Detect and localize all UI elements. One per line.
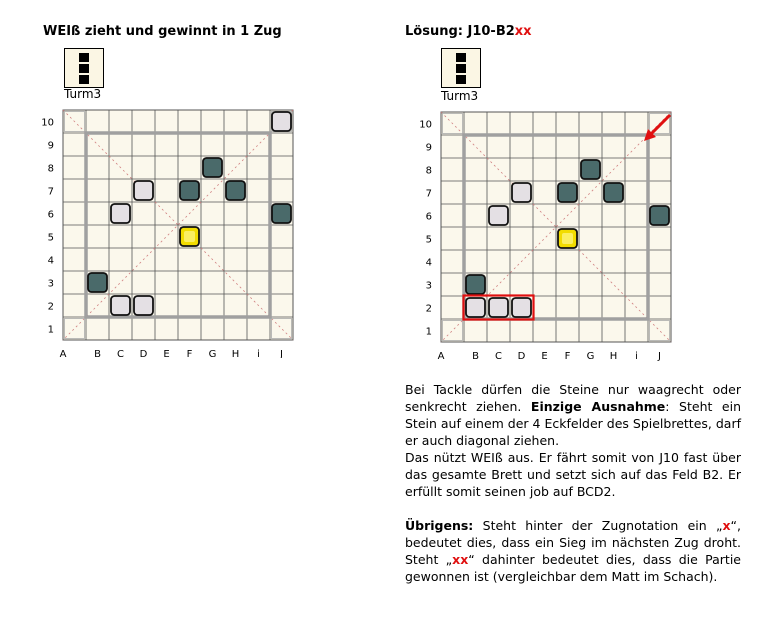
column-label: G <box>208 349 217 358</box>
column-label: D <box>139 349 148 358</box>
white-piece <box>134 296 153 315</box>
row-label: 8 <box>47 163 54 175</box>
black-piece <box>650 206 669 225</box>
row-label: 4 <box>47 255 54 267</box>
white-piece <box>489 298 508 317</box>
win-marker: xx <box>514 24 532 39</box>
column-label: B <box>472 351 479 362</box>
row-label: 10 <box>419 119 432 131</box>
pattern-label: Turm3 <box>441 89 479 103</box>
column-label: J <box>280 349 283 358</box>
black-piece <box>604 183 623 202</box>
column-label: H <box>609 351 618 362</box>
tower-pattern-icon <box>64 48 104 88</box>
row-label: 7 <box>425 188 432 200</box>
column-label: C <box>495 351 502 362</box>
white-piece <box>111 296 130 315</box>
white-piece <box>466 298 485 317</box>
row-label: 9 <box>47 140 54 152</box>
column-label: F <box>186 349 193 358</box>
problem-board <box>40 108 300 358</box>
column-label: E <box>541 351 548 362</box>
white-piece <box>512 183 531 202</box>
column-label: H <box>231 349 240 358</box>
black-piece <box>226 181 245 200</box>
row-label: 6 <box>47 209 54 221</box>
solution-move: Lösung: J10-B2 <box>405 24 515 39</box>
row-label: 3 <box>47 278 54 290</box>
row-label: 4 <box>425 257 432 269</box>
black-piece <box>466 275 485 294</box>
column-label: B <box>94 349 101 358</box>
column-label: C <box>117 349 124 358</box>
row-label: 8 <box>425 165 432 177</box>
row-label: 3 <box>425 280 432 292</box>
column-label: i <box>635 351 638 362</box>
tower-pattern-icon <box>441 48 481 88</box>
rule-paragraph: Bei Tackle dürfen die Steine nur waagrecht oder senkrecht ziehen. Einzige Ausnahme: Steht ein Stein auf einem der 4 Eckfelder des Spielbrettes, darf er auch diagonal ziehen. <box>405 382 742 448</box>
row-label: 10 <box>41 117 54 129</box>
column-label: G <box>586 351 595 362</box>
black-piece <box>581 160 600 179</box>
row-label: 1 <box>47 324 54 336</box>
row-label: 1 <box>425 326 432 338</box>
white-piece <box>489 206 508 225</box>
pattern-label: Turm3 <box>64 87 102 101</box>
black-piece <box>558 183 577 202</box>
explanation-text <box>405 381 741 585</box>
black-piece <box>203 158 222 177</box>
solution-board <box>418 110 678 365</box>
column-label: E <box>163 349 170 358</box>
explanation-paragraph: Das nützt WEIß aus. Er fährt somit von J10 fast über das gesamte Brett und setzt sich auf das Feld B2. Er erfüllt somit seinen job auf BCD2. <box>405 450 741 499</box>
notation-paragraph: Übrigens: Steht hinter der Zugnotation ein „x“, bedeutet dies, dass ein Sieg im nächsten Zug droht. Steht „xx“ dahinter bedeutet dies, dass die Partie gewonnen ist (vergleichbar dem Matt im Schach). <box>405 518 741 584</box>
column-label: F <box>564 351 571 362</box>
row-label: 7 <box>47 186 54 198</box>
column-label: J <box>658 351 661 362</box>
column-label: D <box>517 351 526 362</box>
column-label: A <box>437 351 445 362</box>
white-piece <box>111 204 130 223</box>
white-piece <box>512 298 531 317</box>
row-label: 2 <box>47 301 54 313</box>
black-piece <box>272 204 291 223</box>
solution-title <box>405 24 532 39</box>
row-label: 9 <box>425 142 432 154</box>
row-label: 5 <box>425 234 432 246</box>
problem-title: WEIß zieht und gewinnt in 1 Zug <box>43 24 282 39</box>
column-label: A <box>59 349 67 358</box>
black-piece <box>88 273 107 292</box>
row-label: 2 <box>425 303 432 315</box>
row-label: 5 <box>47 232 54 244</box>
row-label: 6 <box>425 211 432 223</box>
white-piece <box>272 112 291 131</box>
white-piece <box>134 181 153 200</box>
column-label: i <box>257 349 260 358</box>
black-piece <box>180 181 199 200</box>
